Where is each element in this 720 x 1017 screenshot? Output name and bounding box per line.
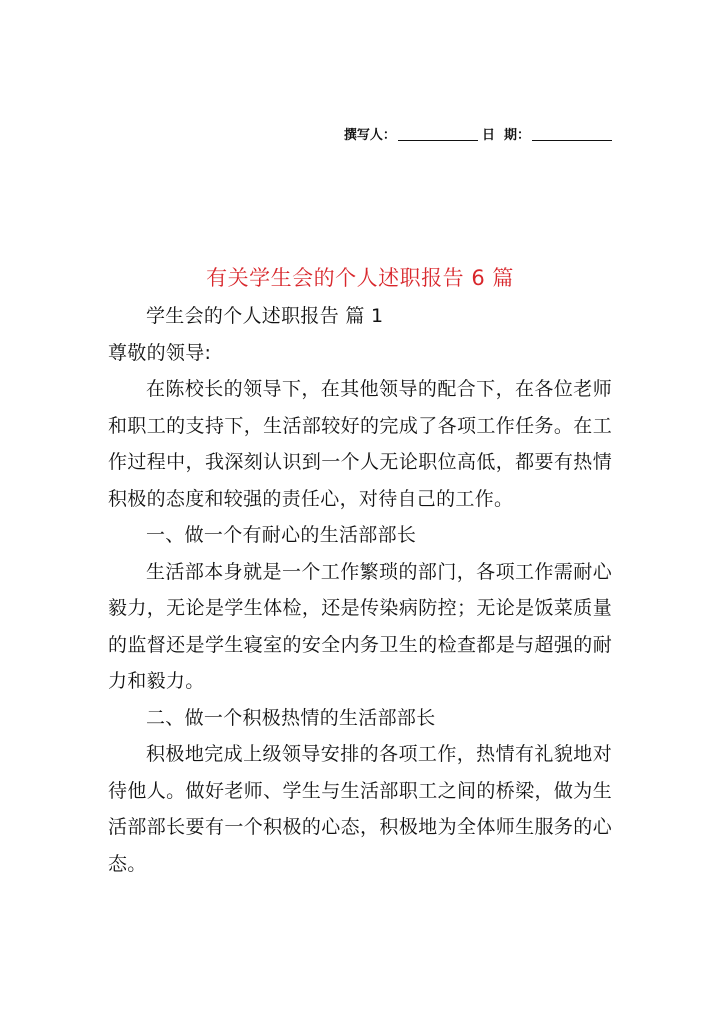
author-label: 撰写人： <box>343 128 396 143</box>
document-body <box>108 298 612 882</box>
paragraph: 生活部本身就是一个工作繁琐的部门，各项工作需耐心毅力，无论是学生体检，还是传染病防控；无论是饭菜质量的监督还是学生寝室的安全内务卫生的检查都是与超强的耐力和毅力。 <box>108 560 612 692</box>
salutation: 尊敬的领导: <box>108 341 212 364</box>
subheading: 一、做一个有耐心的生活部部长 <box>146 524 417 546</box>
date-blank <box>532 125 612 141</box>
author-date-line <box>344 124 612 143</box>
author-blank <box>398 125 478 141</box>
section-heading: 学生会的个人述职报告 篇 1 <box>146 305 384 327</box>
document-title: 有关学生会的个人述职报告 6 篇 <box>206 266 514 290</box>
paragraph: 在陈校长的领导下，在其他领导的配合下，在各位老师和职工的支持下，生活部较好的完成了各项工作任务。在工作过程中，我深刻认识到一个人无论职位高低，都要有热情积极的态度和较强的责任心，对待自己的工作。 <box>108 378 612 510</box>
paragraph: 积极地完成上级领导安排的各项工作，热情有礼貌地对待他人。做好老师、学生与生活部职工之间的桥梁，做为生活部部长要有一个积极的心态，积极地为全体师生服务的心态。 <box>108 743 612 875</box>
subheading: 二、做一个积极热情的生活部部长 <box>146 706 436 729</box>
date-label: 日 期： <box>481 128 530 143</box>
